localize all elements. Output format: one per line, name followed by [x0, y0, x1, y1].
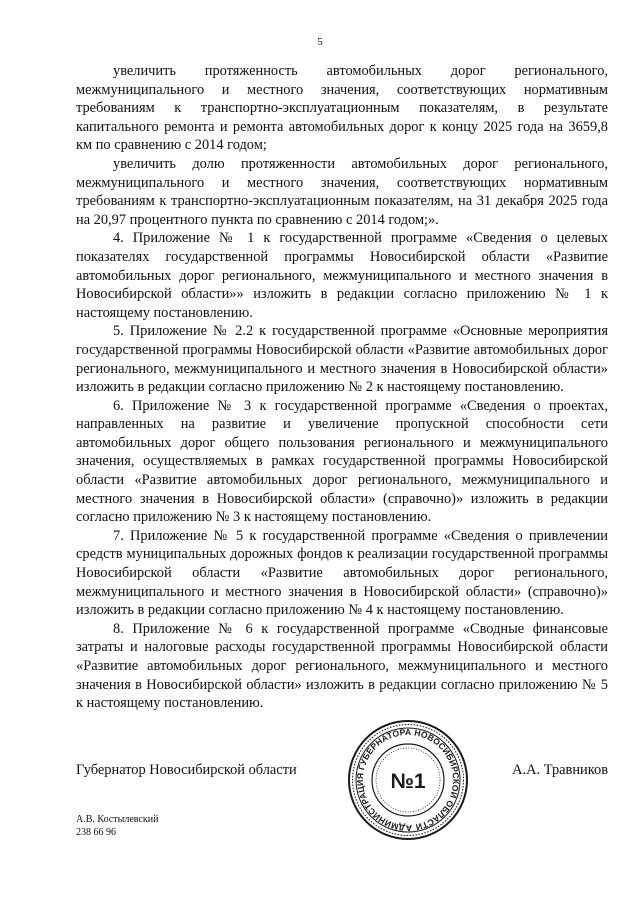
paragraph-item-6: 6. Приложение № 3 к государственной программе «Сведения о проектах, направленных на развитие и увеличение пропускной способности сети автомобильных дорог общего пользования регионального и межмуниципального значения, осуществляемых в рамках государственной программы Новосибирской области «Развитие автомобильных дорог регионального, межмуниципального и местного значения в Новосибирской области» (справочно)» изложить в редакции согласно приложению № 3 к настоящему постановлению.	[76, 397, 608, 526]
seal-text: АДМИНИСТРАЦИЯ ГУБЕРНАТОРА НОВОСИБИРСКОЙ ОБЛАСТИ	[354, 726, 462, 834]
paragraph-item-8: 8. Приложение № 6 к государственной программе «Сводные финансовые затраты и налоговые расходы государственной программы Новосибирской области «Развитие автомобильных дорог регионального, межмуниципального и местного значения в Новосибирской области» изложить в редакции согласно приложению № 5 к настоящему постановлению.	[76, 620, 608, 712]
executor-name: А.В. Костылевский	[76, 814, 159, 825]
paragraph-item-4: 4. Приложение № 1 к государственной программе «Сведения о целевых показателях государственной программы Новосибирской области «Развитие автомобильных дорог регионального, межмуниципального и местного значения в Новосибирской области»» изложить в редакции согласно приложению № 1 к настоящему постановлению.	[76, 230, 608, 321]
executor-info	[76, 813, 158, 839]
official-seal-stamp	[346, 718, 470, 842]
paragraph-item-5: 5. Приложение № 2.2 к государственной программе «Основные мероприятия государственной программы Новосибирской области «Развитие автомобильных дорог регионального, межмуниципального и местного значения в Новосибирской области» изложить в редакции согласно приложению № 2 к настоящему постановлению.	[76, 323, 608, 396]
paragraph-item-7: 7. Приложение № 5 к государственной программе «Сведения о привлечении средств муниципальных дорожных фондов к реализации государственной программы Новосибирской области «Развитие автомобильных дорог регионального, межмуниципального и местного значения в Новосибирской области» (справочно)» изложить в редакции согласно приложению № 4 к настоящему постановлению.	[76, 527, 608, 619]
paragraph-road-length: увеличить протяженность автомобильных дорог регионального, межмуниципального и местного значения, соответствующих нормативным требованиям к транспортно-эксплуатационным показателям, в результате капитального ремонта и ремонта автомобильных дорог к концу 2025 года на 3659,8 км по сравнению с 2014 годом;	[76, 63, 608, 154]
executor-phone: 238 66 96	[76, 827, 116, 838]
seal-number: №1	[390, 770, 426, 793]
signatory-name: А.А. Травников	[512, 762, 608, 778]
signature-block	[76, 762, 608, 784]
document-body	[76, 62, 608, 713]
signatory-title: Губернатор Новосибирской области	[76, 762, 297, 778]
page-number: 5	[317, 36, 323, 48]
paragraph-road-share: увеличить долю протяженности автомобильных дорог регионального, межмуниципального и местного значения, соответствующих нормативным требованиям к транспортно-эксплуатационным показателям, на 31 декабря 2025 года на 20,97 процентного пункта по сравнению с 2014 годом;».	[76, 155, 608, 228]
seal-graphic	[346, 718, 470, 842]
